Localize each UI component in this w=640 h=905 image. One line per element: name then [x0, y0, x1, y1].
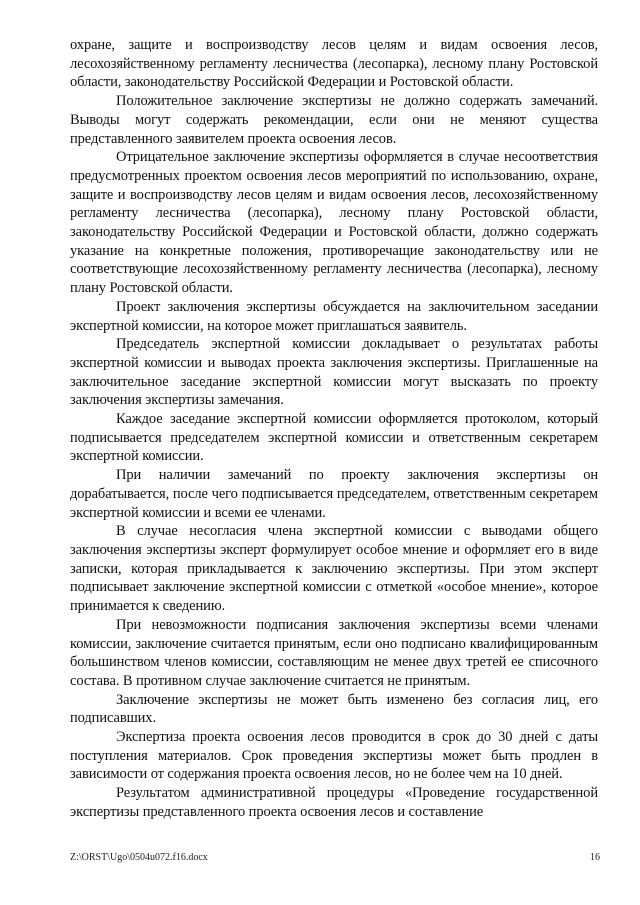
paragraph-continuation: охране, защите и воспроизводству лесов целям и видам освоения лесов, лесохозяйственному регламенту лесничества (лесопарка), лесному плану Ростовской области, законодательству Российской Федерации и Ростовской области.	[70, 37, 598, 91]
paragraph-procedure-result: Результатом административной процедуры «Проведение государственной экспертизы представленного проекта освоения лесов и составление	[70, 785, 598, 820]
paragraph-review-period: Экспертиза проекта освоения лесов проводится в срок до 30 дней с даты поступления материалов. Срок проведения экспертизы может быть продлен в зависимости от содержания проекта освоения лесов, но не более чем на 10 дней.	[70, 729, 598, 783]
paragraph-chairman-report: Председатель экспертной комиссии докладывает о результатах работы экспертной комиссии и выводах проекта заключения экспертизы. Приглашенные на заключительное заседание экспертной комиссии могут высказать по проекту заключения экспертизы замечания.	[70, 336, 598, 409]
footer-page-number: 16	[590, 852, 600, 863]
paragraph-meeting-protocol: Каждое заседание экспертной комиссии оформляется протоколом, который подписывается председателем экспертной комиссии и ответственным секретарем экспертной комиссии.	[70, 411, 598, 465]
footer-file-path: Z:\ORST\Ugo\0504u072.f16.docx	[70, 852, 208, 863]
paragraph-no-changes: Заключение экспертизы не может быть изменено без согласия лиц, его подписавших.	[70, 691, 598, 727]
paragraph-final-meeting: Проект заключения экспертизы обсуждается на заключительном заседании экспертной комиссии, на которое может приглашаться заявитель.	[70, 298, 598, 334]
document-body	[70, 36, 598, 822]
paragraph-dissenting-opinion: В случае несогласия члена экспертной комиссии с выводами общего заключения экспертизы эксперт формулирует особое мнение и оформляет его в виде записки, которая прикладывается к заключению экспертизы. При этом эксперт подписывает заключение экспертной комиссии с отметкой «особое мнение», которое принимается к сведению.	[70, 523, 598, 615]
paragraph-signing-quorum: При невозможности подписания заключения экспертизы всеми членами комиссии, заключение считается принятым, если оно подписано квалифицированным большинством членов комиссии, составляющим не менее двух третей ее списочного состава. В противном случае заключение считается не принятым.	[70, 616, 598, 689]
paragraph-remarks: При наличии замечаний по проекту заключения экспертизы он дорабатывается, после чего подписывается председателем, ответственным секретарем экспертной комиссии и всеми ее членами.	[70, 467, 598, 521]
paragraph-positive-conclusion: Положительное заключение экспертизы не должно содержать замечаний. Выводы могут содержать рекомендации, если они не меняют существа представленного заявителем проекта освоения лесов.	[70, 93, 598, 147]
paragraph-negative-conclusion: Отрицательное заключение экспертизы оформляется в случае несоответствия предусмотренных проектом освоения лесов мероприятий по использованию, охране, защите и воспроизводству лесов целям и видам освоения лесов, лесохозяйственному регламенту лесничества (лесопарка), лесному плану Ростовской области, законодательству Российской Федерации и Ростовской области, должно содержать указание на конкретные положения, противоречащие законодательству или не соответствующие лесохозяйственному регламенту лесничества (лесопарка), лесному плану Ростовской области.	[70, 149, 598, 297]
